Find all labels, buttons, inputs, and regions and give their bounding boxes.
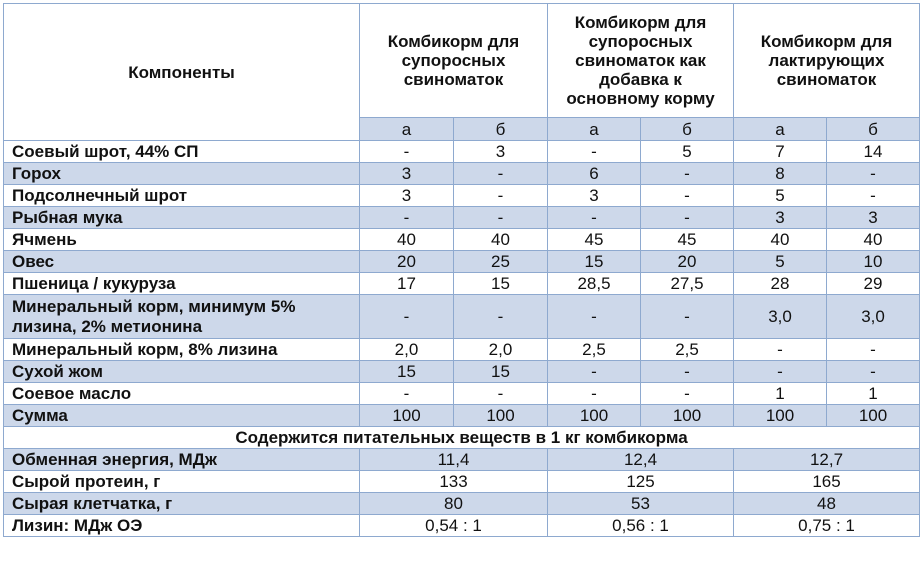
cell-value: 5 — [641, 141, 734, 163]
nutrient-value: 133 — [360, 471, 548, 493]
nutrient-label: Сырой протеин, г — [4, 471, 360, 493]
group-header-1: Комбикорм для супоросных свиноматок — [360, 4, 548, 118]
table-row — [4, 141, 920, 163]
variant-header: а — [548, 118, 641, 141]
cell-value: - — [827, 361, 920, 383]
cell-value: 10 — [827, 251, 920, 273]
cell-value: 2,5 — [641, 339, 734, 361]
cell-value: 3 — [734, 207, 827, 229]
cell-value: 3 — [360, 185, 454, 207]
cell-value: 15 — [548, 251, 641, 273]
row-label: Овес — [4, 251, 360, 273]
nutrient-value: 80 — [360, 493, 548, 515]
variant-header: а — [360, 118, 454, 141]
nutrient-value: 0,75 : 1 — [734, 515, 920, 537]
cell-value: - — [360, 141, 454, 163]
nutrient-value: 165 — [734, 471, 920, 493]
table-row — [4, 295, 920, 339]
nutrient-row — [4, 471, 920, 493]
variant-header: б — [827, 118, 920, 141]
cell-value: 28,5 — [548, 273, 641, 295]
cell-value: 6 — [548, 163, 641, 185]
group-header-2: Комбикорм для супоросных свиноматок как добавка к основному корму — [548, 4, 734, 118]
table-row — [4, 185, 920, 207]
nutrient-value: 12,4 — [548, 449, 734, 471]
cell-value: - — [454, 185, 548, 207]
variant-header: б — [454, 118, 548, 141]
cell-value: 3 — [827, 207, 920, 229]
cell-value: - — [548, 383, 641, 405]
cell-value: 100 — [454, 405, 548, 427]
cell-value: 20 — [360, 251, 454, 273]
cell-value: - — [454, 163, 548, 185]
cell-value: 7 — [734, 141, 827, 163]
cell-value: - — [548, 207, 641, 229]
cell-value: 40 — [454, 229, 548, 251]
cell-value: - — [548, 361, 641, 383]
table-row — [4, 163, 920, 185]
cell-value: - — [641, 361, 734, 383]
row-label: Подсолнечный шрот — [4, 185, 360, 207]
cell-value: - — [548, 141, 641, 163]
cell-value: 5 — [734, 185, 827, 207]
cell-value: 100 — [360, 405, 454, 427]
nutrient-row — [4, 515, 920, 537]
table-row — [4, 339, 920, 361]
cell-value: 3 — [548, 185, 641, 207]
components-header: Компоненты — [4, 4, 360, 141]
cell-value: 28 — [734, 273, 827, 295]
feed-composition-table — [3, 3, 920, 537]
row-label: Горох — [4, 163, 360, 185]
cell-value: - — [360, 295, 454, 339]
cell-value: 2,5 — [548, 339, 641, 361]
cell-value: 8 — [734, 163, 827, 185]
table-row — [4, 229, 920, 251]
nutrient-row — [4, 493, 920, 515]
cell-value: 45 — [548, 229, 641, 251]
cell-value: 15 — [454, 361, 548, 383]
cell-value: - — [641, 207, 734, 229]
cell-value: 100 — [734, 405, 827, 427]
cell-value: 3 — [454, 141, 548, 163]
cell-value: - — [827, 339, 920, 361]
ingredient-rows — [4, 141, 920, 427]
row-label: Сухой жом — [4, 361, 360, 383]
row-label: Рыбная мука — [4, 207, 360, 229]
nutrient-value: 0,54 : 1 — [360, 515, 548, 537]
cell-value: - — [548, 295, 641, 339]
cell-value: - — [360, 383, 454, 405]
nutrient-value: 48 — [734, 493, 920, 515]
table-row — [4, 405, 920, 427]
nutrient-value: 11,4 — [360, 449, 548, 471]
cell-value: - — [827, 163, 920, 185]
row-label: Ячмень — [4, 229, 360, 251]
cell-value: 40 — [734, 229, 827, 251]
variant-header: а — [734, 118, 827, 141]
cell-value: 15 — [454, 273, 548, 295]
cell-value: 27,5 — [641, 273, 734, 295]
table-row — [4, 383, 920, 405]
cell-value: 14 — [827, 141, 920, 163]
cell-value: 1 — [827, 383, 920, 405]
cell-value: - — [641, 163, 734, 185]
cell-value: - — [641, 383, 734, 405]
cell-value: 17 — [360, 273, 454, 295]
cell-value: 2,0 — [454, 339, 548, 361]
nutrient-row — [4, 449, 920, 471]
cell-value: - — [827, 185, 920, 207]
row-label: Пшеница / кукуруза — [4, 273, 360, 295]
cell-value: - — [454, 383, 548, 405]
cell-value: 25 — [454, 251, 548, 273]
cell-value: 3 — [360, 163, 454, 185]
cell-value: - — [734, 339, 827, 361]
cell-value: 40 — [360, 229, 454, 251]
row-label: Минеральный корм, минимум 5% лизина, 2% метионина — [4, 295, 360, 339]
cell-value: 100 — [641, 405, 734, 427]
nutrient-value: 53 — [548, 493, 734, 515]
cell-value: - — [454, 295, 548, 339]
nutrient-value: 0,56 : 1 — [548, 515, 734, 537]
cell-value: 3,0 — [734, 295, 827, 339]
cell-value: - — [454, 207, 548, 229]
cell-value: 20 — [641, 251, 734, 273]
row-label: Сумма — [4, 405, 360, 427]
cell-value: 45 — [641, 229, 734, 251]
table-row — [4, 207, 920, 229]
section-title: Содержится питательных веществ в 1 кг комбикорма — [4, 427, 920, 449]
group-header-3: Комбикорм для лактирующих свиноматок — [734, 4, 920, 118]
cell-value: 5 — [734, 251, 827, 273]
cell-value: 1 — [734, 383, 827, 405]
nutrient-label: Обменная энергия, МДж — [4, 449, 360, 471]
table-row — [4, 361, 920, 383]
cell-value: 100 — [548, 405, 641, 427]
table-row — [4, 251, 920, 273]
cell-value: 100 — [827, 405, 920, 427]
nutrient-label: Лизин: МДж ОЭ — [4, 515, 360, 537]
cell-value: 29 — [827, 273, 920, 295]
cell-value: 40 — [827, 229, 920, 251]
nutrient-label: Сырая клетчатка, г — [4, 493, 360, 515]
cell-value: - — [360, 207, 454, 229]
cell-value: 3,0 — [827, 295, 920, 339]
cell-value: 2,0 — [360, 339, 454, 361]
row-label: Минеральный корм, 8% лизина — [4, 339, 360, 361]
cell-value: - — [641, 295, 734, 339]
table-row — [4, 273, 920, 295]
variant-header: б — [641, 118, 734, 141]
nutrient-value: 12,7 — [734, 449, 920, 471]
nutrient-rows — [4, 449, 920, 537]
cell-value: 15 — [360, 361, 454, 383]
nutrient-value: 125 — [548, 471, 734, 493]
row-label: Соевый шрот, 44% СП — [4, 141, 360, 163]
row-label: Соевое масло — [4, 383, 360, 405]
cell-value: - — [641, 185, 734, 207]
cell-value: - — [734, 361, 827, 383]
